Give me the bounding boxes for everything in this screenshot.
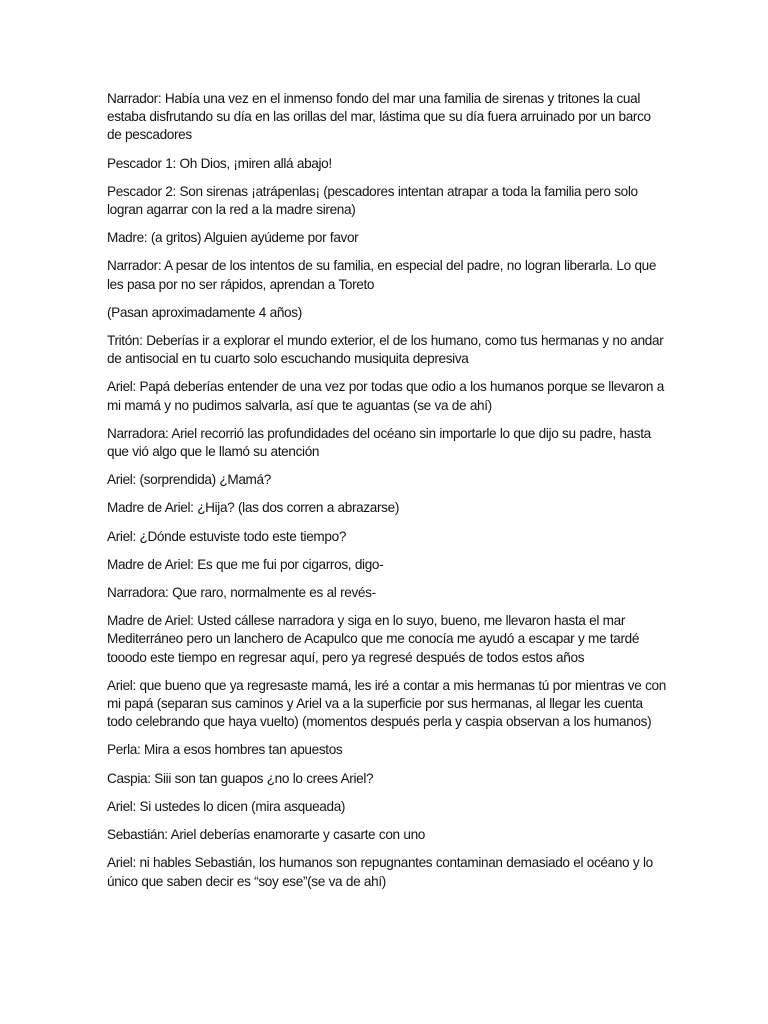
paragraph-13: Madre de Ariel: Es que me fui por cigarros, digo-	[107, 556, 384, 572]
paragraph-1: Narrador: Había una vez en el inmenso fondo del mar una familia de sirenas y tritones la cual estaba disfrutando su día en las orillas del mar, lástima que su día fuera arruinado por un barco de pescadores	[107, 91, 651, 143]
paragraph-5: Narrador: A pesar de los intentos de su familia, en especial del padre, no logran liberarla. Lo que les pasa por no ser rápidos, aprendan a Toreto	[107, 258, 657, 292]
paragraph-3: Pescador 2: Son sirenas ¡atrápenlas¡ (pescadores intentan atrapar a toda la familia pero solo logran agarrar con la red a la madre sirena)	[107, 183, 638, 218]
paragraph-2: Pescador 1: Oh Dios, ¡miren allá abajo!	[107, 155, 332, 171]
paragraph-6: (Pasan aproximadamente 4 años)	[107, 304, 302, 320]
paragraph-19: Ariel: Si ustedes lo dicen (mira asqueada)	[107, 798, 346, 814]
paragraph-12: Ariel: ¿Dónde estuviste todo este tiempo?	[107, 528, 347, 544]
paragraph-16: Ariel: que bueno que ya regresaste mamá, les iré a contar a mis hermanas tú por mientras ve con mi papá (separan sus caminos y Ariel va a la superficie por sus hermanas, al llegar les cuenta todo celebrando que haya vuelto) (momentos después perla y caspia observan a los humanos)	[107, 677, 666, 730]
paragraph-7: Tritón: Deberías ir a explorar el mundo exterior, el de los humano, como tus hermanas y no andar de antisocial en tu cuarto solo escuchando musiquita depresiva	[107, 333, 664, 367]
document-body	[107, 90, 667, 901]
paragraph-14: Narradora: Que raro, normalmente es al revés-	[107, 585, 376, 601]
paragraph-21: Ariel: ni hables Sebastián, los humanos son repugnantes contaminan demasiado el océano y lo único que saben decir es “soy ese”(se va de ahí)	[107, 855, 653, 889]
paragraph-15: Madre de Ariel: Usted cállese narradora y siga en lo suyo, bueno, me llevaron hasta el mar Mediterráneo pero un lanchero de Acapulco que me conocía me ayudó a escapar y me tardé tooodo este tiempo en regresar aquí, pero ya regresé después de todos estos años	[107, 613, 640, 665]
paragraph-4: Madre: (a gritos) Alguien ayúdeme por favor	[107, 230, 359, 246]
paragraph-8: Ariel: Papá deberías entender de una vez por todas que odio a los humanos porque se llevaron a mi mamá y no pudimos salvarla, así que te aguantas (se va de ahí)	[107, 379, 664, 413]
paragraph-20: Sebastián: Ariel deberías enamorarte y casarte con uno	[107, 827, 426, 843]
paragraph-17: Perla: Mira a esos hombres tan apuestos	[107, 742, 343, 758]
paragraph-10: Ariel: (sorprendida) ¿Mamá?	[107, 472, 271, 488]
paragraph-11: Madre de Ariel: ¿Hija? (las dos corren a abrazarse)	[107, 500, 400, 516]
paragraph-18: Caspia: Siii son tan guapos ¿no lo crees Ariel?	[107, 770, 374, 786]
paragraph-9: Narradora: Ariel recorrió las profundidades del océano sin importarle lo que dijo su padre, hasta que vió algo que le llamó su atención	[107, 425, 651, 460]
